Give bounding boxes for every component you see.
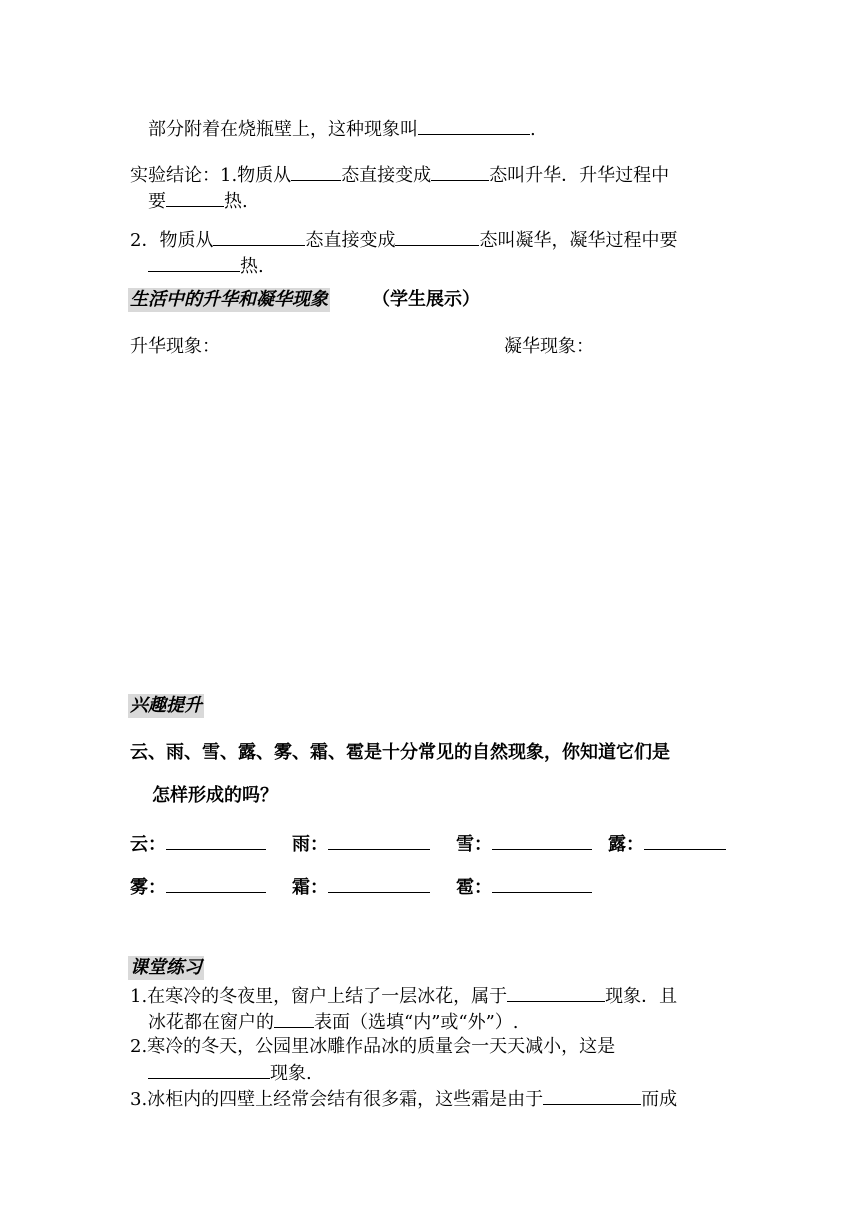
text-fragment: 1.在寒冷的冬夜里，窗户上结了一层冰花，属于 (130, 986, 508, 1007)
fill-blank[interactable] (148, 253, 240, 272)
fill-blank[interactable] (148, 1060, 270, 1079)
text-fragment: 态叫升华．升华过程中 (489, 165, 670, 186)
text-fragment: 表面（选填“内”或“外”）. (314, 1012, 519, 1033)
item-label: 雾： (130, 877, 166, 898)
exercise-line (130, 1086, 677, 1112)
text-fragment: 2．物质从 (130, 230, 214, 251)
text-fragment: 热. (224, 191, 248, 212)
section-heading: 生活中的升华和凝华现象 (130, 289, 328, 310)
text-fragment: 3.冰柜内的四壁上经常会结有很多霜，这些霜是由于 (130, 1089, 544, 1110)
text-fragment: 冰花都在窗户的 (148, 1012, 274, 1033)
answer-item (130, 874, 266, 900)
text-line (148, 188, 248, 214)
text-fragment: 现象. (270, 1063, 312, 1084)
fill-blank[interactable] (644, 831, 726, 850)
item-label: 雹： (456, 877, 492, 898)
fill-blank[interactable] (418, 116, 530, 135)
item-label: 霜： (292, 877, 328, 898)
question-line: 云、雨、雪、露、雾、霜、雹是十分常见的自然现象，你知道它们是 (130, 742, 670, 763)
fill-blank[interactable] (492, 831, 592, 850)
text-fragment: 态叫凝华，凝华过程中要 (479, 230, 678, 251)
section-heading: 兴趣提升 (130, 695, 202, 716)
fill-blank[interactable] (492, 874, 592, 893)
fill-blank[interactable] (166, 874, 266, 893)
item-label: 雪： (456, 834, 492, 855)
fill-blank[interactable] (291, 162, 341, 181)
text-line (130, 227, 677, 253)
item-label: 雨： (292, 834, 328, 855)
fill-blank[interactable] (166, 831, 266, 850)
fill-blank[interactable] (166, 188, 224, 207)
text-fragment: 态直接变成 (341, 165, 432, 186)
fill-blank[interactable] (274, 1009, 314, 1028)
text-fragment: 要 (148, 191, 166, 212)
text-fragment: 热. (240, 256, 264, 277)
text-line (148, 253, 264, 279)
text-line (148, 116, 536, 142)
text-fragment: 态直接变成 (305, 230, 396, 251)
exercise-line (148, 1009, 519, 1035)
fill-blank[interactable] (395, 227, 479, 246)
text-fragment: . (530, 119, 536, 140)
fill-blank[interactable] (213, 227, 305, 246)
answer-item (456, 874, 592, 900)
fill-blank[interactable] (328, 831, 430, 850)
answer-item (292, 831, 430, 857)
text-fragment: 实验结论：1.物质从 (130, 165, 292, 186)
exercise-line (148, 1060, 312, 1086)
text-fragment: 部分附着在烧瓶壁上，这种现象叫 (148, 119, 418, 140)
exercise-line (130, 1035, 615, 1059)
answer-item (130, 831, 266, 857)
text-line (130, 162, 669, 188)
text-fragment: 2.寒冷的冬天，公园里冰雕作品冰的质量会一天天减小，这是 (130, 1036, 616, 1057)
item-label: 露： (608, 834, 644, 855)
answer-item (456, 831, 592, 857)
item-label: 云： (130, 834, 166, 855)
section-note: （学生展示） (372, 289, 480, 310)
text-fragment: 而成 (641, 1089, 678, 1110)
fill-blank[interactable] (543, 1086, 641, 1105)
fill-blank[interactable] (431, 162, 489, 181)
deposition-label: 凝华现象： (504, 336, 594, 357)
fill-blank[interactable] (507, 983, 605, 1002)
question-line: 怎样形成的吗？ (152, 785, 278, 806)
fill-blank[interactable] (328, 874, 430, 893)
text-fragment: 现象．且 (605, 986, 678, 1007)
answer-item (292, 874, 430, 900)
sublimation-label: 升华现象： (130, 336, 220, 357)
section-heading: 课堂练习 (130, 957, 202, 978)
exercise-line (130, 983, 677, 1009)
answer-item (608, 831, 726, 857)
